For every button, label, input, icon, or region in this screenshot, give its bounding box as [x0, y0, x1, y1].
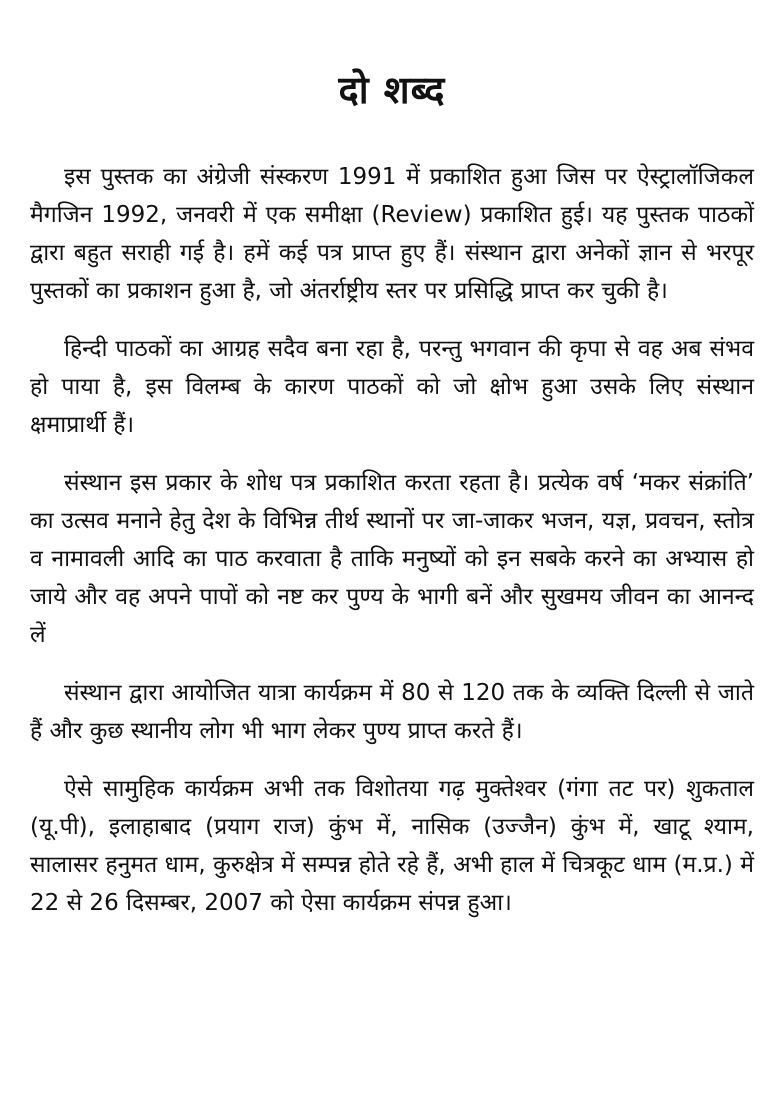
paragraph-3: संस्थान इस प्रकार के शोध पत्र प्रकाशित करता रहता है। प्रत्येक वर्ष ‘मकर संक्रांति’ का उत्सव मनाने हेतु देश के विभिन्न तीर्थ स्थानों पर जा-जाकर भजन, यज्ञ, प्रवचन, स्तोत्र व नामावली आदि का पाठ करवाता है ताकि मनुष्यों को इन सबके करने का अभ्यास हो जाये और वह अपने पापों को नष्ट कर पुण्य के भागी बनें और सुखमय जीवन का आनन्द लें	[30, 470, 754, 648]
paragraph-2: हिन्दी पाठकों का आग्रह सदैव बना रहा है, परन्तु भगवान की कृपा से वह अब संभव हो पाया है, इस विलम्ब के कारण पाठकों को जो क्षोभ हुआ उसके लिए संस्थान क्षमाप्रार्थी हैं।	[30, 336, 754, 438]
paragraph-5: ऐसे सामुहिक कार्यक्रम अभी तक विशोतया गढ़ मुक्तेश्वर (गंगा तट पर) शुकताल (यू.पी), इलाहाबाद (प्रयाग राज) कुंभ में, नासिक (उज्जैन) कुंभ में, खाटू श्याम, सालासर हनुमत धाम, कुरुक्षेत्र में सम्पन्न होते रहे हैं, अभी हाल में चित्रकूट धाम (म.प्र.) में 22 से 26 दिसम्बर, 2007 को ऐसा कार्यक्रम संपन्न हुआ।	[30, 776, 754, 916]
document-page	[30, 60, 754, 942]
paragraph-4: संस्थान द्वारा आयोजित यात्रा कार्यक्रम में 80 से 120 तक के व्यक्ति दिल्ली से जाते हैं और कुछ स्थानीय लोग भी भाग लेकर पुण्य प्राप्त करते हैं।	[30, 680, 754, 744]
paragraph-1: इस पुस्तक का अंग्रेजी संस्करण 1991 में प्रकाशित हुआ जिस पर ऐस्ट्रालॉजिकल मैगजिन 1992, जनवरी में एक समीक्षा (Review) प्रकाशित हुई। यह पुस्तक पाठकों द्वारा बहुत सराही गई है। हमें कई पत्र प्राप्त हुए हैं। संस्थान द्वारा अनेकों ज्ञान से भरपूर पुस्तकों का प्रकाशन हुआ है, जो अंतर्राष्ट्रीय स्तर पर प्रसिद्धि प्राप्त कर चुकी है।	[30, 164, 754, 304]
page-title: दो शब्द	[338, 68, 446, 112]
